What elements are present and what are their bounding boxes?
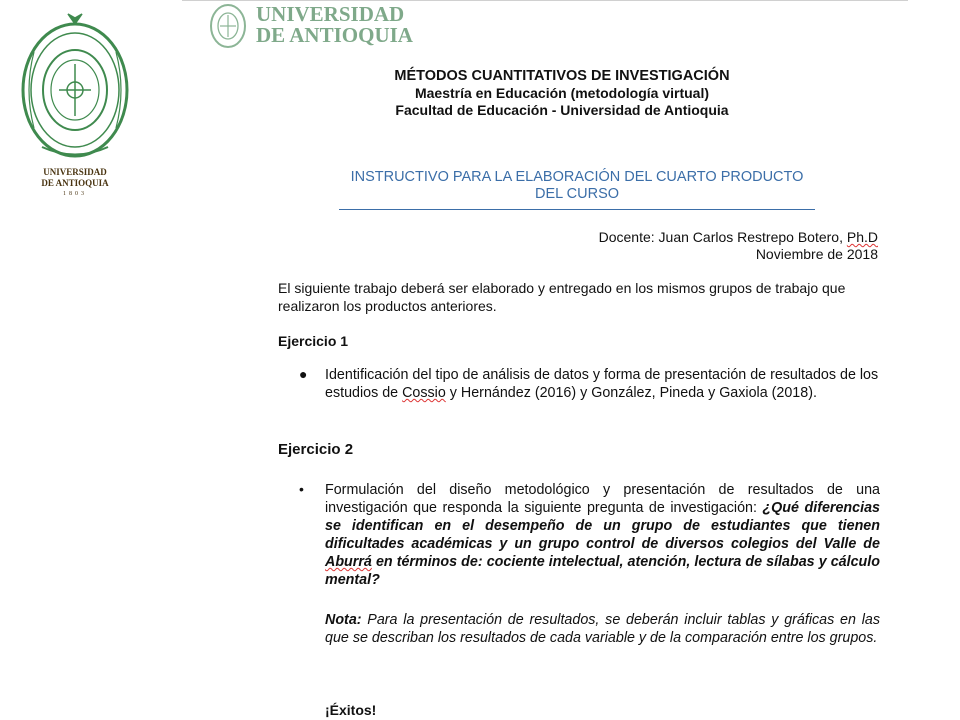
instructions-title [339, 169, 815, 210]
exercise2-item [325, 481, 880, 589]
course-program: Maestría en Educación (metodología virtual) [414, 85, 710, 101]
teacher-degree: Ph.D [846, 229, 878, 245]
document-page [182, 0, 908, 720]
header-university-line2: DE ANTIOQUIA [256, 23, 413, 47]
research-question-place: Aburrá [325, 554, 372, 570]
exercise1-item-author: Cossio [402, 385, 446, 401]
course-faculty: Facultad de Educación - Universidad de Antioquia [395, 102, 729, 118]
research-question-start: ¿Qué diferencias se identifican en el desempeño de un grupo de estudiantes que tienen dificultades académicas y un grupo control de diversos colegios del Valle de [325, 500, 880, 552]
logo-caption-year: 1803 [63, 191, 87, 197]
intro-paragraph: El siguiente trabajo deberá ser elaborado y entregado en los mismos grupos de trabajo que realizaron los productos anteriores. [278, 280, 846, 314]
course-info [382, 68, 742, 119]
note-paragraph [325, 611, 880, 647]
instructions-title-line2: DEL CURSO [534, 186, 620, 202]
bullet-icon: ● [299, 366, 308, 382]
teacher-name: Docente: Juan Carlos Restrepo Botero, [598, 229, 843, 245]
closing-text: ¡Éxitos! [325, 702, 377, 718]
course-title: MÉTODOS CUANTITATIVOS DE INVESTIGACIÓN [394, 68, 730, 84]
header-university-line1: UNIVERSIDAD [256, 2, 405, 26]
research-question-end: en términos de: cociente intelectual, atención, lectura de sílabas y cálculo mental? [325, 554, 880, 588]
logo-caption-line1: UNIVERSIDAD [43, 167, 107, 177]
document-header-logo [208, 2, 438, 50]
document-date: Noviembre de 2018 [755, 246, 878, 262]
page-top-border [182, 0, 908, 1]
exercise1-item [325, 366, 880, 402]
instructions-title-line1: INSTRUCTIVO PARA LA ELABORACIÓN DEL CUARTO PRODUCTO [350, 169, 804, 185]
teacher-info [599, 229, 878, 263]
exercise2-item-text: Formulación del diseño metodológico y presentación de resultados de una investigación que responda la siguiente pregunta de investigación: [325, 482, 880, 516]
note-text: Para la presentación de resultados, se deberán incluir tablas y gráficas en las que se describan los resultados de cada variable y de la comparación entre los grupos. [325, 612, 880, 646]
bullet-icon: • [299, 481, 304, 497]
university-emblem-icon [208, 2, 252, 50]
exercise1-heading: Ejercicio 1 [278, 333, 349, 349]
exercise1-item-text-start: Identificación del tipo de análisis de datos y forma de presentación de resultados de los estudios de [325, 367, 879, 401]
university-seal-icon [14, 12, 136, 162]
logo-caption-line2: DE ANTIOQUIA [41, 178, 109, 188]
university-logo [14, 12, 136, 200]
exercise2-heading: Ejercicio 2 [278, 441, 354, 458]
note-label: Nota: [325, 612, 362, 628]
exercise1-item-text-end: y Hernández (2016) y González, Pineda y Gaxiola (2018). [445, 385, 817, 401]
